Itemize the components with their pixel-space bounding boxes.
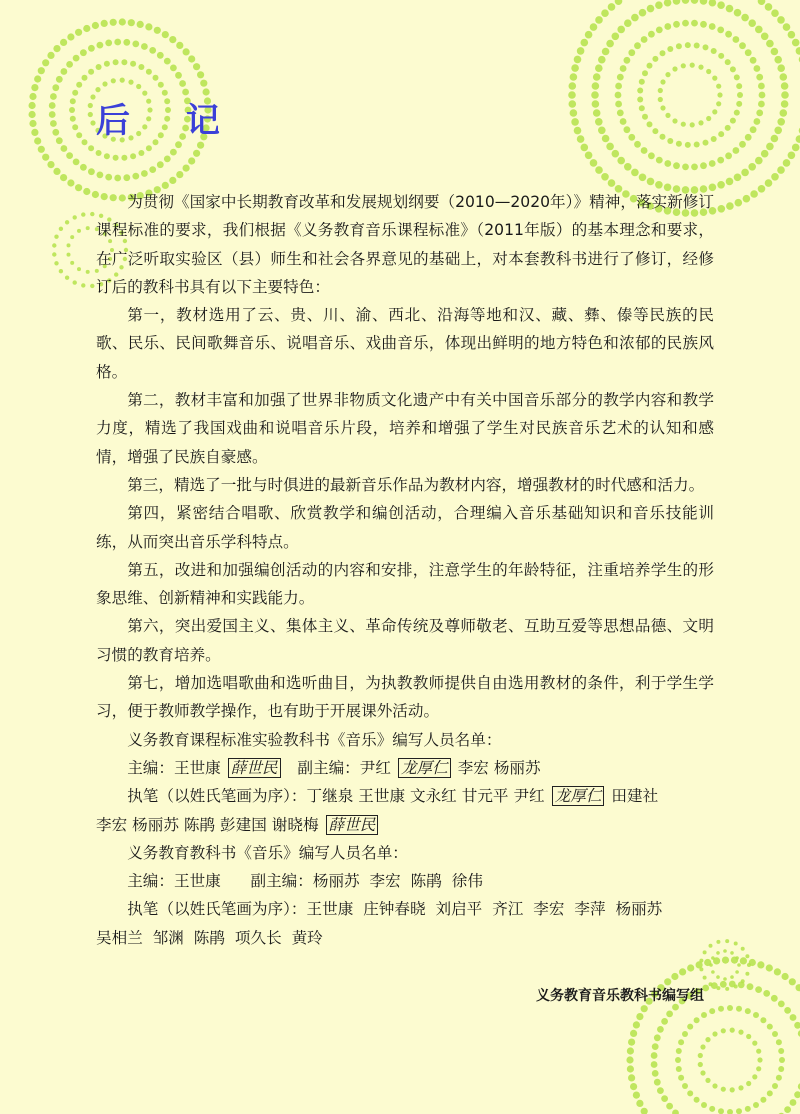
signature-stamp: 龙厚仁 — [398, 758, 451, 778]
list2-writers-line: 执笔（以姓氏笔画为序）：王世康 庄钟春晓 刘启平 齐江 李宏 李萍 杨丽苏 — [127, 900, 663, 919]
list2-editors-line: 主编：王世康 副主编：杨丽苏 李宏 陈鹃 徐伟 — [127, 872, 483, 891]
list1-deputy: 副主编：尹红 — [297, 758, 391, 777]
paragraph-second: 第二，教材丰富和加强了世界非物质文化遗产中有关中国音乐部分的教学内容和教学力度，精选了我国戏曲和说唱音乐片段，培养和增强了学生对民族音乐艺术的认知和感情，增强了民族自豪感。 — [96, 391, 714, 466]
paragraph-first: 第一，教材选用了云、贵、川、渝、西北、沿海等地和汉、藏、彝、傣等民族的民歌、民乐、民间歌舞音乐、说唱音乐、戏曲音乐，体现出鲜明的地方特色和浓郁的民族风格。 — [96, 306, 714, 381]
paragraph-fifth: 第五，改进和加强编创活动的内容和安排，注意学生的年龄特征，注重培养学生的形象思维、创新精神和实践能力。 — [96, 560, 714, 608]
list1-writers: 执笔（以姓氏笔画为序）：丁继泉 王世康 文永红 甘元平 尹红 — [127, 787, 545, 806]
page-title: 后 记 — [96, 101, 242, 141]
paragraph-intro: 为贯彻《国家中长期教育改革和发展规划纲要（2010—2020年）》精神，落实新修订课程标准的要求，我们根据《义务教育音乐课程标准》（2011年版）的基本理念和要求，在广泛听取实验区（县）师生和社会各界意见的基础上，对本套教科书进行了修订，经修订后的教科书具有以下主要特色： — [96, 193, 714, 296]
list1-chief: 主编：王世康 — [127, 758, 221, 777]
list1-writers-mid: 田建社 — [611, 787, 659, 806]
paragraph-fourth: 第四，紧密结合唱歌、欣赏教学和编创活动，合理编入音乐基础知识和音乐技能训练，从而突出音乐学科特点。 — [96, 504, 714, 551]
list1-writers-cont: 李宏 杨丽苏 陈鹃 彭建国 谢晓梅 — [96, 815, 319, 834]
paragraph-sixth: 第六，突出爱国主义、集体主义、革命传统及尊师敬老、互助互爱等思想品德、文明习惯的教育培养。 — [96, 617, 714, 664]
list1-writers-line — [96, 782, 714, 810]
list1-editors-line — [96, 754, 714, 782]
list1-writers-line-2 — [96, 811, 714, 839]
signature-stamp: 薛世民 — [228, 758, 281, 778]
list1-deputy-rest: 李宏 杨丽苏 — [457, 758, 541, 777]
list1-heading: 义务教育课程标准实验教科书《音乐》编写人员名单： — [127, 730, 502, 749]
list2-heading: 义务教育教科书《音乐》编写人员名单： — [127, 843, 408, 862]
afterword-body — [96, 188, 714, 952]
list2-writers-line-2: 吴相兰 邹渊 陈鹃 项久长 黄玲 — [96, 928, 323, 947]
editorial-group-signature: 义务教育音乐教科书编写组 — [536, 988, 704, 1004]
paragraph-third: 第三，精选了一批与时俱进的最新音乐作品为教材内容，增强教材的时代感和活力。 — [127, 475, 705, 494]
paragraph-seventh: 第七，增加选唱歌曲和选听曲目，为执教教师提供自由选用教材的条件，利于学生学习，便于教师教学操作，也有助于开展课外活动。 — [96, 674, 714, 721]
signature-stamp: 薛世民 — [326, 815, 379, 835]
signature-stamp: 龙厚仁 — [552, 786, 605, 806]
